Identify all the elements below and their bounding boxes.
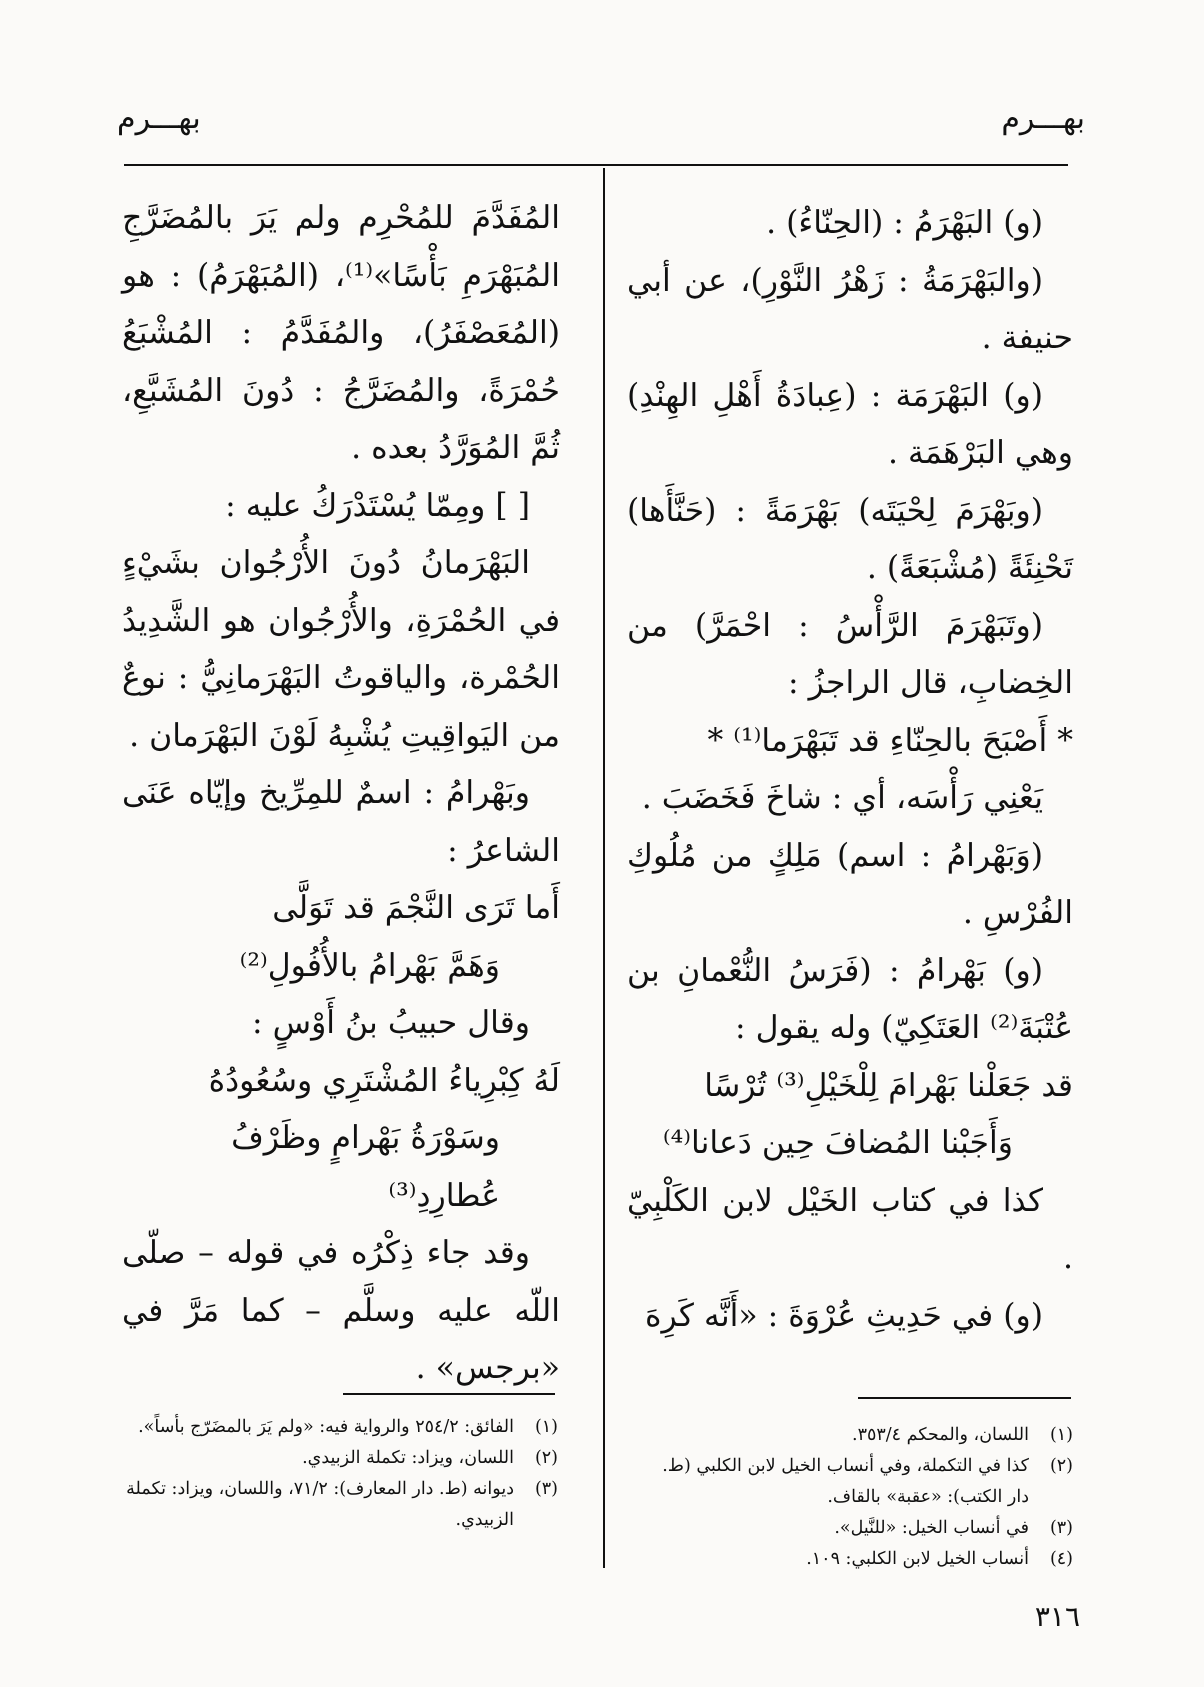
- paragraph: (وتَبَهْرَمَ الرَّأْسُ : احْمَرَّ) من الخِضابِ، قال الراجزُ :: [627, 607, 1073, 701]
- running-header-right: بهـــرم: [1001, 101, 1085, 136]
- verse-line: قد جَعَلْنا بَهْرامَ لِلْخَيْلِ⁽³⁾ تُرْسًا: [704, 1067, 1073, 1104]
- footnotes-left: [120, 1412, 558, 1536]
- footnote-text: في أنساب الخيل: «للنَّيل».: [834, 1518, 1029, 1538]
- footnote-number: (٤): [1049, 1549, 1073, 1569]
- verse-line: أَما تَرَى النَّجْمَ قد تَوَلَّى: [272, 890, 560, 926]
- footnote-number: (١): [534, 1417, 558, 1437]
- column-divider: [603, 168, 605, 1568]
- paragraph: وبَهْرامُ : اسمٌ للمِرِّيخ وإيّاه عَنَى الشاعرُ :: [122, 775, 560, 869]
- paragraph: (والبَهْرَمَةُ : زَهْرُ النَّوْرِ)، عن أبي حنيفة .: [627, 262, 1073, 356]
- paragraph: (وبَهْرَمَ لِحْيَتَه) بَهْرَمَةً : (حَنَّأَها) تَحْنِئَةً (مُشْبَعَةً) .: [627, 492, 1073, 586]
- paragraph: وقال حبيبُ بنُ أَوْسٍ :: [252, 1005, 530, 1041]
- verse-line: وَأَجَبْنا المُضافَ حِين دَعانا⁽⁴⁾: [662, 1125, 1013, 1161]
- footnote-rule-right: [858, 1397, 1071, 1399]
- right-column: [627, 195, 1073, 1345]
- paragraph: [ ] ومِمّا يُسْتَدْرَكُ عليه :: [225, 487, 530, 524]
- verse-line: لَهُ كِبْرِياءُ المُشْتَرِي وسُعُودُهُ: [208, 1062, 560, 1099]
- footnote-text: الفائق: ٢٥٤/٢ والرواية فيه: «ولم يَرَ بالمضَرّج بأساً».: [138, 1417, 514, 1437]
- paragraph: (وَبَهْرامُ : اسم) مَلِكٍ من مُلُوكِ الفُرْسِ .: [627, 837, 1073, 931]
- footnote-text: أنساب الخيل لابن الكلبي: ١٠٩.: [806, 1549, 1029, 1569]
- verse-line: وَهَمَّ بَهْرامُ بالأُفُولِ⁽²⁾: [239, 947, 500, 984]
- paragraph: كذا في كتاب الخَيْل لابن الكَلْبِيّ .: [627, 1182, 1073, 1276]
- footnote-number: (٢): [534, 1448, 558, 1468]
- footnote: [645, 1513, 1073, 1544]
- paragraph: (و) في حَدِيثِ عُرْوَةَ : «أَنَّه كَرِهَ: [645, 1297, 1043, 1334]
- footnote: [120, 1474, 558, 1536]
- footnote-text: اللسان، ويزاد: تكملة الزبيدي.: [302, 1448, 514, 1468]
- footnote-text: ديوانه (ط. دار المعارف): ٧١/٢، واللسان، ويزاد: تكملة الزبيدي.: [126, 1479, 514, 1530]
- footnote-number: (٣): [534, 1479, 558, 1499]
- footnote-text: كذا في التكملة، وفي أنساب الخيل لابن الكلبي (ط. دار الكتب): «عقبة» بالقاف.: [662, 1456, 1029, 1507]
- footnote: [120, 1412, 558, 1443]
- paragraph: (و) البَهْرَمُ : (الحِنّاءُ) .: [766, 205, 1043, 241]
- footnote-text: اللسان، والمحكم ٣٥٣/٤.: [851, 1425, 1029, 1445]
- paragraph: (و) بَهْرامُ : (فَرَسُ النُّعْمانِ بن عُتْبَةَ⁽²⁾ العَتَكِيّ) وله يقول :: [627, 952, 1073, 1046]
- paragraph: البَهْرَمانُ دُونَ الأُرْجُوان بشَيْءٍ في الحُمْرَةِ، والأُرْجُوان هو الشَّدِيدُ الحُمْرة، والياقوتُ البَهْرَمانِيُّ : نوعٌ من اليَواقِيتِ يُشْبِهُ لَوْنَ البَهْرَمان .: [122, 545, 560, 754]
- footnote-number: (٣): [1049, 1518, 1073, 1538]
- paragraph: وقد جاء ذِكْرُه في قوله – صلّى اللّه عليه وسلَّم – كما مَرَّ في «برجس» .: [122, 1235, 560, 1386]
- footnote: [645, 1544, 1073, 1575]
- footnote: [645, 1451, 1073, 1513]
- paragraph: يَعْنِي رَأْسَه، أي : شاخَ فَخَضَبَ .: [641, 780, 1043, 816]
- footnote-rule-left: [343, 1393, 555, 1395]
- verse-line: وسَوْرَةُ بَهْرامٍ وظَرْفُ عُطارِدِ⁽³⁾: [231, 1120, 500, 1214]
- left-column: [122, 190, 560, 1398]
- footnote-number: (١): [1049, 1425, 1073, 1445]
- page-number: ٣١٦: [1034, 1600, 1080, 1633]
- footnote: [645, 1420, 1073, 1451]
- paragraph: (و) البَهْرَمَة : (عِبادَةُ أَهْلِ الهِنْدِ) وهي البَرْهَمَة .: [627, 377, 1073, 471]
- footnote: [120, 1443, 558, 1474]
- verse-line: * أَصْبَحَ بالحِنّاءِ قد تَبَهْرَما⁽¹⁾ *: [707, 722, 1073, 759]
- running-header-left: بهـــرم: [117, 101, 201, 136]
- paragraph: المُفَدَّمَ للمُحْرِم ولم يَرَ بالمُضَرَّجِ المُبَهْرَمِ بَأْسًا»⁽¹⁾، (المُبَهْرَمُ) : هو (المُعَصْفَرُ)، والمُفَدَّمُ : المُشْبَعُ حُمْرَةً، والمُضَرَّجُ : دُونَ المُشَبَّعِ، ثُمَّ المُوَرَّدُ بعده .: [122, 200, 560, 466]
- header-rule: [124, 164, 1068, 166]
- footnotes-right: [645, 1420, 1073, 1575]
- footnote-number: (٢): [1049, 1456, 1073, 1476]
